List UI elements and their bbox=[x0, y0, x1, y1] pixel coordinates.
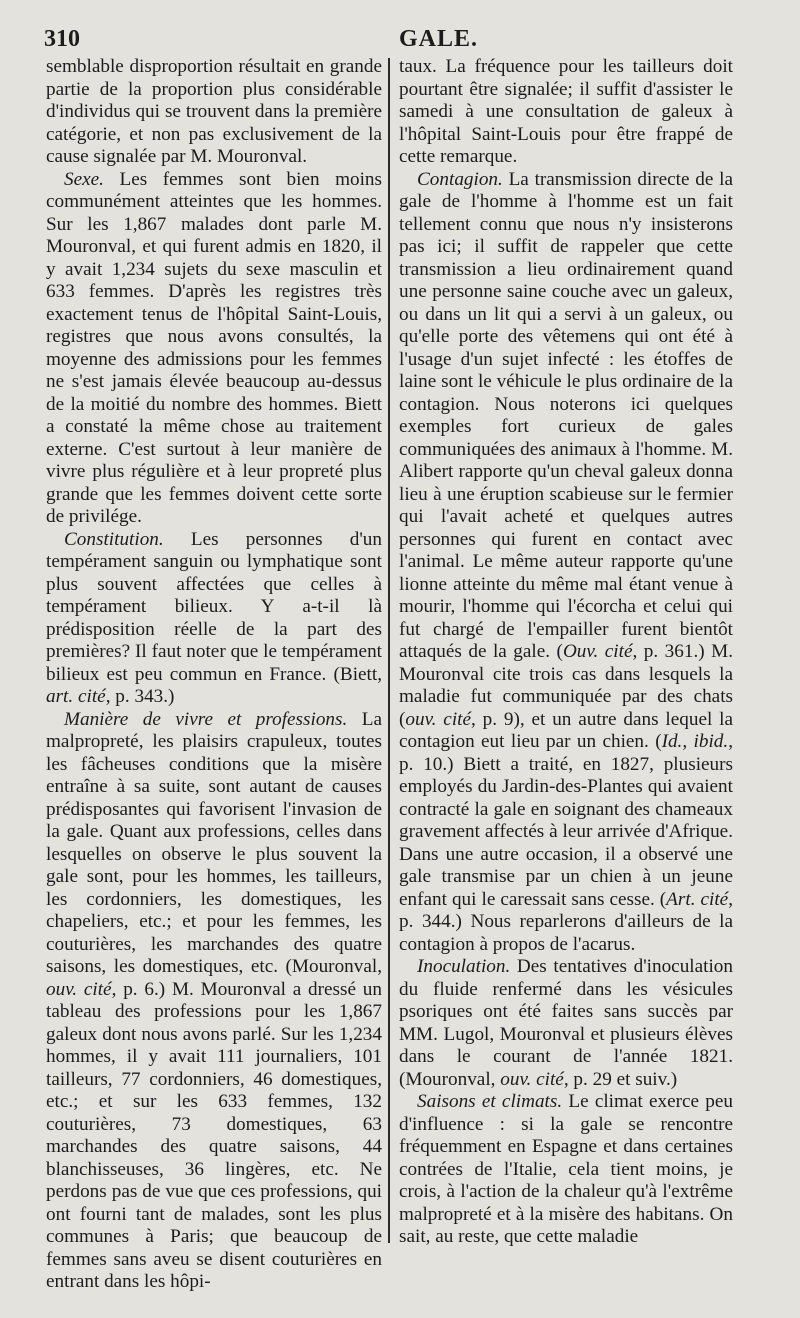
paragraph-continuation bbox=[399, 56, 733, 169]
paragraph-text: , p. 29 et suiv.) bbox=[563, 1068, 678, 1090]
paragraph-continuation bbox=[46, 56, 382, 169]
paragraph-text: , p. 344.) Nous reparlerons d'ailleurs de la contagion à propos de l'acarus. bbox=[399, 888, 733, 955]
paragraph-text: taux. La fréquence pour les tailleurs doit pourtant être signalée; il suffit d'assister le samedi à une consultation de galeux à l'hôpital Saint-Louis pour être frappé de cette remarque. bbox=[399, 56, 733, 167]
paragraph-sexe bbox=[46, 169, 382, 529]
paragraph-text: Les femmes sont bien moins communément atteintes que les hommes. Sur les 1,867 malades dont parle M. Mouronval, et qui furent admis en 1820, il y avait 1,234 sujets du sexe masculin et 633 femmes. D'après les registres très exactement tenus de l'hôpital Saint-Louis, registres que nous avons consultés, la moyenne des admissions pour les femmes ne s'est jamais élevée beaucoup au-dessus de la moitié du nombre des hommes. Biett a constaté la même chose au traitement externe. C'est surtout à leur manière de vivre plus régulière et à leur propreté plus grande que les femmes doivent cette sorte de privilége. bbox=[46, 168, 382, 527]
paragraph-constitution bbox=[46, 529, 382, 709]
citation-ref: Id., ibid. bbox=[661, 731, 729, 752]
citation-ref: ouv. cité bbox=[500, 1068, 564, 1090]
paragraph-saisons bbox=[399, 1091, 733, 1249]
citation-ref: art. cité bbox=[46, 686, 106, 707]
paragraph-text: La transmission directe de la gale de l'homme à l'homme est un fait tellement connu que nous n'y insisterons pas ici; il suffit de rappeler que cette transmission a lieu ordinairement quand une personne saine couche avec un galeux, ou dans un lit qui a servi à un galeux, ou qu'elle porte des vêtemens qui ont été à l'usage d'un sujet infecté : les étoffes de laine sont le véhicule le plus ordinaire de la contagion. Nous noterons ici quelques exemples fort curieux de gales communiquées des animaux à l'homme. M. Alibert rapporte qu'un cheval galeux donna lieu à une éruption scabieuse sur le fermier qui l'avait acheté et quelques autres personnes qui furent en contact avec l'animal. Le même auteur rapporte qu'une lionne atteinte du même mal étant venue à mourir, l'homme qui l'écorcha et celui qui fut chargé de l'empailler furent bientôt attaqués de la gale. ( bbox=[399, 168, 733, 662]
paragraph-text: La malpropreté, les plaisirs crapuleux, toutes les fâcheuses conditions que la misère entraîne à sa suite, sont autant de causes prédisposantes qui favorisent l'invasion de la gale. Quant aux professions, celles dans lesquelles on observe le plus souvent la gale sont, pour les hommes, les tailleurs, les cordonniers, les domestiques, les chapeliers, etc.; et pour les femmes, les couturières, les marchandes des quatre saisons, les domestiques, etc. (Mouronval, bbox=[46, 708, 382, 977]
citation-ref: ouv. cité bbox=[46, 978, 112, 1000]
paragraph-lead: Contagion. bbox=[417, 168, 503, 190]
left-column bbox=[46, 56, 382, 1294]
paragraph-lead: Sexe. bbox=[64, 168, 104, 190]
paragraph-contagion bbox=[399, 169, 733, 957]
paragraph-text: Les personnes d'un tempérament sanguin ou lymphatique sont plus souvent affectées que celles à tempérament bilieux. Y a-t-il là prédisposition réelle de la part des premières? Il faut noter que le tempérament bilieux est peu commun en France. (Biett, bbox=[46, 528, 382, 685]
page-number: 310 bbox=[44, 26, 80, 52]
paragraph-lead: Manière de vivre et professions. bbox=[64, 708, 348, 730]
paragraph-lead: Saisons et climats. bbox=[417, 1091, 563, 1112]
paragraph-professions bbox=[46, 709, 382, 1294]
paragraph-text: , p. 10.) Biett a traité, en 1827, plusieurs employés du Jardin-des-Plantes qui avaient contracté la gale en soignant des chameaux gravement affectés à leur arrivée d'Afrique. Dans une autre occasion, il a observé une gale transmise par un chien à un jeune enfant qui le caressait sans cesse. ( bbox=[399, 731, 733, 910]
paragraph-text: , p. 343.) bbox=[105, 686, 175, 707]
right-column bbox=[399, 56, 733, 1249]
citation-ref: ouv. cité bbox=[405, 708, 472, 730]
paragraph-text: Des tentatives d'inoculation du fluide renfermé dans les vésicules psoriques ont été faites sans succès par MM. Lugol, Mouronval et plusieurs élèves dans le courant de l'année 1821. (Mouronval, bbox=[399, 956, 733, 1090]
citation-ref: Art. cité bbox=[666, 888, 729, 910]
running-title: GALE. bbox=[399, 26, 479, 52]
paragraph-text: , p. 6.) M. Mouronval a dressé un tableau des professions pour les 1,867 galeux dont nous avons parlé. Sur les 1,234 hommes, il y avait 111 journaliers, 101 tailleurs, 77 cordonniers, 46 domestiques, etc.; et sur les 633 femmes, 132 couturières, 73 domestiques, 63 marchandes des quatre saisons, 44 blanchisseuses, 36 lingères, etc. Ne perdons pas de vue que ces professions, qui ont fourni tant de malades, sont les plus communes à Paris; que beaucoup de femmes sans aveu se disent couturières en entrant dans les hôpi- bbox=[46, 978, 382, 1292]
paragraph-inoculation bbox=[399, 956, 733, 1091]
paragraph-text: semblable disproportion résultait en grande partie de la proportion plus considérable d'individus qui se trouvent dans la première catégorie, et non pas exclusivement de la cause signalée par M. Mouronval. bbox=[46, 56, 382, 167]
column-divider bbox=[388, 58, 390, 1243]
paragraph-lead: Constitution. bbox=[64, 528, 164, 550]
paragraph-text: Le climat exerce peu d'influence : si la gale se rencontre fréquemment en Espagne et dans certaines contrées de l'Italie, cela tient moins, je crois, à l'action de la chaleur qu'à l'extrême malpropreté et à la misère des habitans. On sait, au reste, que cette maladie bbox=[399, 1091, 733, 1247]
paragraph-text: , p. 361.) M. Mouronval cite trois cas dans lesquels la maladie fut communiquée par des chats ( bbox=[399, 641, 733, 730]
page-header bbox=[44, 26, 744, 56]
paragraph-lead: Inoculation. bbox=[417, 956, 511, 977]
citation-ref: Ouv. cité bbox=[562, 641, 633, 662]
paragraph-text: , p. 9), et un autre dans lequel la contagion eut lieu par un chien. ( bbox=[399, 708, 734, 752]
